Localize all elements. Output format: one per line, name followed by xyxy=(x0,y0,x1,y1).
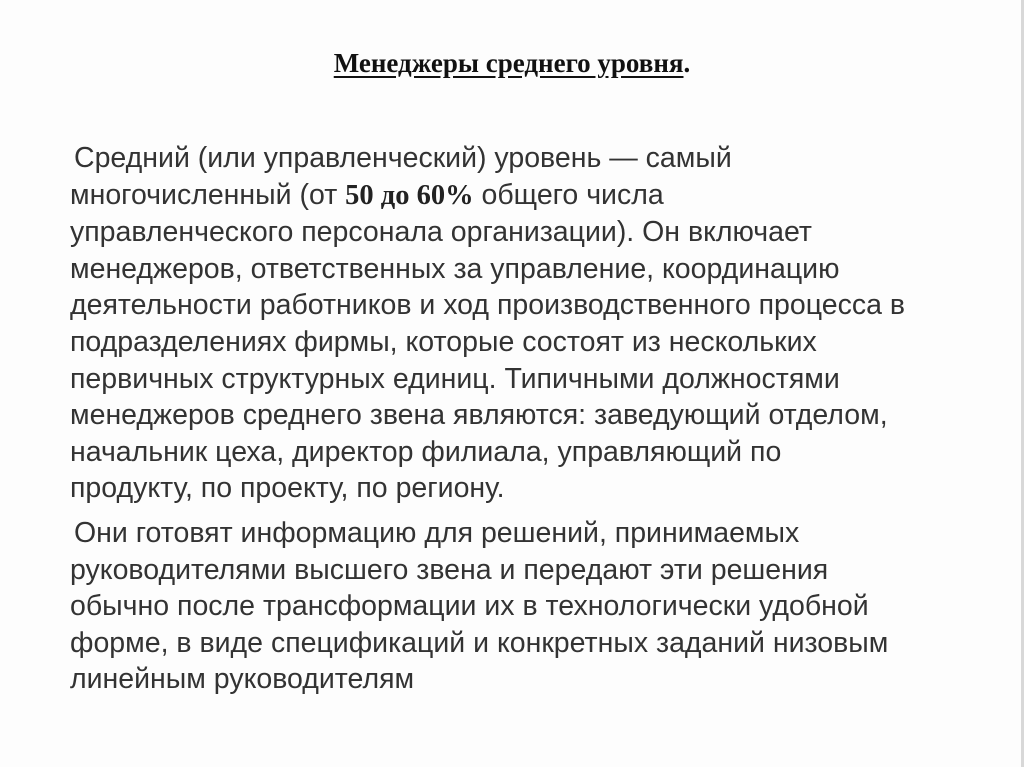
slide-body xyxy=(70,140,1004,698)
paragraph-1-line-7: первичных структурных единиц. Типичными должностями xyxy=(70,362,840,395)
paragraph-1-line-2-start: многочисленный (от xyxy=(70,178,346,211)
paragraph-1-line-2 xyxy=(70,177,1004,215)
paragraph-2-line-4: форме, в виде спецификаций и конкретных заданий низовым xyxy=(70,626,889,659)
paragraph-2 xyxy=(70,515,1004,698)
paragraph-1-line-10: продукту, по проекту, по региону. xyxy=(70,472,505,505)
paragraph-2-line-3: обычно после трансформации их в технологически удобной xyxy=(70,590,869,623)
paragraph-1-line-9: начальник цеха, директор филиала, управляющий по xyxy=(70,435,782,468)
paragraph-1-line-3: управленческого персонала организации). Он включает xyxy=(70,216,812,249)
slide-title xyxy=(0,48,1024,79)
paragraph-1-line-5: деятельности работников и ход производственного процесса в xyxy=(70,289,905,322)
paragraph-1 xyxy=(70,140,1004,507)
highlight-do: до xyxy=(373,179,417,211)
paragraph-2-line-1: Они готовят информацию для решений, принимаемых xyxy=(74,516,800,549)
slide-title-period: . xyxy=(683,48,691,78)
paragraph-2-line-2: руководителями высшего звена и передают эти решения xyxy=(70,553,829,586)
paragraph-2-line-5: линейным руководителям xyxy=(70,663,415,696)
paragraph-1-line-6: подразделениях фирмы, которые состоят из нескольких xyxy=(70,325,817,358)
paragraph-1-line-2-end: общего числа xyxy=(473,178,664,211)
highlight-60-percent: 60% xyxy=(416,179,474,211)
paragraph-1-line-4: менеджеров, ответственных за управление, координацию xyxy=(70,252,840,285)
paragraph-1-line-1: Средний (или управленческий) уровень — самый xyxy=(74,142,732,174)
highlight-50: 50 xyxy=(345,179,374,211)
slide-title-text: Менеджеры среднего уровня xyxy=(333,48,684,78)
paragraph-1-line-8: менеджеров среднего звена являются: заведующий отделом, xyxy=(70,399,888,432)
